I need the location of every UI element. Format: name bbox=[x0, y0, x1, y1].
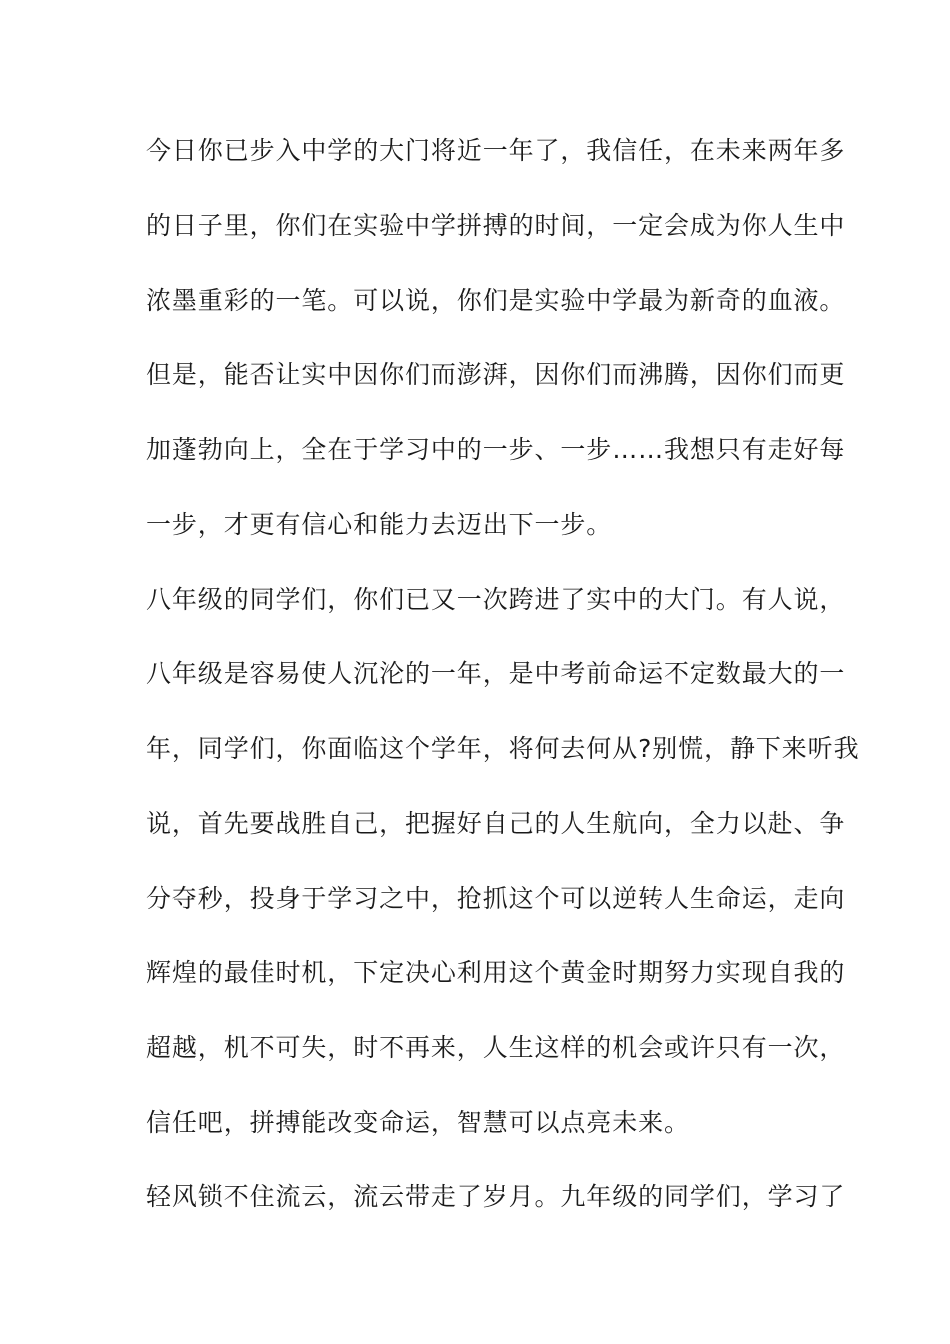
text-line: 年，同学们，你面临这个学年，将何去何从?别慌，静下来听我 bbox=[146, 734, 860, 763]
text-line: 一步，才更有信心和能力去迈出下一步。 bbox=[146, 510, 613, 539]
text-line: 八年级的同学们，你们已又一次跨进了实中的大门。有人说， bbox=[146, 585, 846, 614]
text-line: 轻风锁不住流云，流云带走了岁月。九年级的同学们，学习了 bbox=[146, 1182, 846, 1211]
text-line: 辉煌的最佳时机，下定决心利用这个黄金时期努力实现自我的 bbox=[146, 958, 846, 987]
text-line: 信任吧，拼搏能改变命运，智慧可以点亮未来。 bbox=[146, 1108, 690, 1137]
text-line: 八年级是容易使人沉沦的一年，是中考前命运不定数最大的一 bbox=[146, 659, 846, 688]
text-line: 的日子里，你们在实验中学拼搏的时间，一定会成为你人生中 bbox=[146, 211, 846, 240]
text-line: 加蓬勃向上，全在于学习中的一步、一步……我想只有走好每 bbox=[146, 435, 846, 464]
text-line: 分夺秒，投身于学习之中，抢抓这个可以逆转人生命运，走向 bbox=[146, 884, 846, 913]
text-line: 超越，机不可失，时不再来，人生这样的机会或许只有一次， bbox=[146, 1033, 846, 1062]
text-line: 今日你已步入中学的大门将近一年了，我信任，在未来两年多 bbox=[146, 136, 846, 165]
text-line: 浓墨重彩的一笔。可以说，你们是实验中学最为新奇的血液。 bbox=[146, 286, 846, 315]
text-line: 说，首先要战胜自己，把握好自己的人生航向，全力以赴、争 bbox=[146, 809, 846, 838]
text-line: 但是，能否让实中因你们而澎湃，因你们而沸腾，因你们而更 bbox=[146, 360, 846, 389]
